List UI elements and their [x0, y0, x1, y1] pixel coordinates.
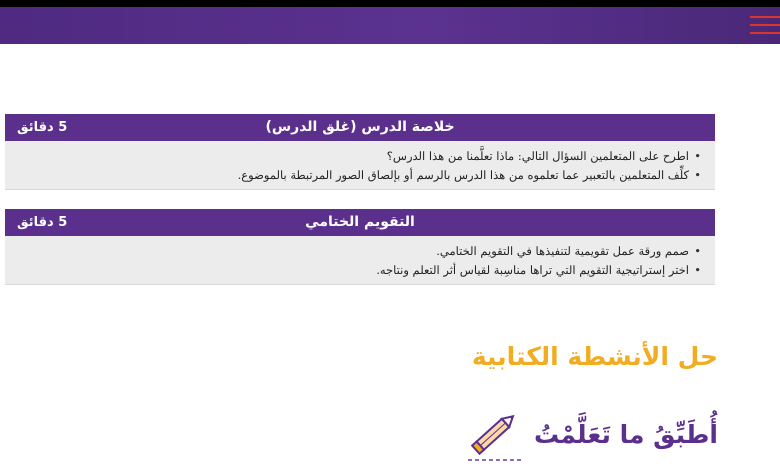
list-item: • اختر إستراتيجية التقويم التي تراها مناسِبة لقياس أثر التعلم ونتاجه. — [17, 261, 689, 280]
lesson-summary-section — [5, 114, 715, 190]
corner-lines-icon — [750, 16, 780, 50]
apply-what-i-learned-row — [464, 402, 718, 466]
list-item: • صمم ورقة عمل تقويمية لتنفيذها في التقويم الختامي. — [17, 242, 689, 261]
lesson-summary-body — [5, 141, 715, 190]
final-assessment-time: 5 دقائق — [17, 215, 68, 230]
pencil-icon — [464, 402, 526, 466]
top-banner — [0, 7, 780, 44]
apply-heading: أُطَبِّقُ ما تَعَلَّمْتُ — [533, 419, 718, 449]
final-assessment-header — [5, 209, 715, 236]
final-assessment-body — [5, 236, 715, 285]
list-item: • اطرح على المتعلمين السؤال التالي: ماذا تعلَّمنا من هذا الدرس؟ — [17, 147, 689, 166]
final-assessment-list — [17, 242, 703, 280]
final-assessment-title: التقويم الختامي — [305, 214, 415, 230]
lesson-summary-list — [17, 147, 703, 185]
writing-activities-heading: حل الأنشطة الكتابية — [471, 342, 718, 371]
list-item: • كلِّف المتعلمين بالتعبير عما تعلموه من هذا الدرس بالرسم أو بإلصاق الصور المرتبطة بالموضوع. — [17, 166, 689, 185]
top-dark-strip — [0, 0, 780, 7]
lesson-summary-header — [5, 114, 715, 141]
final-assessment-section — [5, 209, 715, 285]
lesson-summary-title: خلاصة الدرس (غلق الدرس) — [265, 119, 455, 135]
lesson-summary-time: 5 دقائق — [17, 120, 68, 135]
